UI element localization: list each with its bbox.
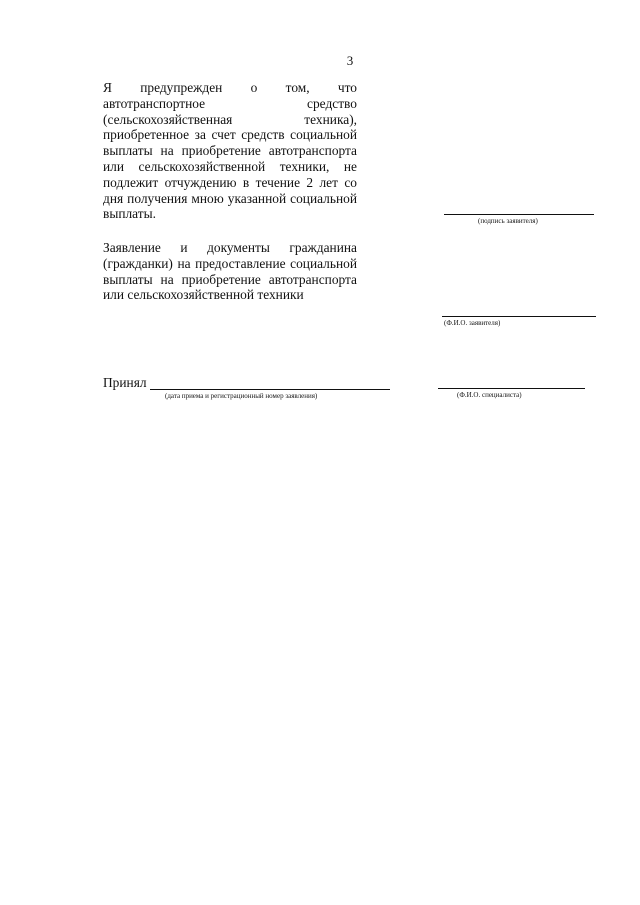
page-number: 3 <box>346 53 354 68</box>
accepted-label: Принял <box>103 375 147 390</box>
specialist-name-line <box>438 388 585 389</box>
statement-paragraph: Заявление и документы гражданина (гражданки) на предоставление социальной выплаты на приобретение автотранспорта или сельскохозяйственной техники <box>103 240 357 303</box>
applicant-signature-caption: (подпись заявителя) <box>478 217 538 225</box>
applicant-name-caption: (Ф.И.О. заявителя) <box>444 319 501 327</box>
applicant-name-line <box>442 316 596 317</box>
specialist-name-caption: (Ф.И.О. специалиста) <box>457 391 522 399</box>
applicant-signature-line <box>444 214 594 215</box>
date-registration-line <box>150 389 390 390</box>
date-registration-caption: (дата приема и регистрационный номер заявления) <box>165 392 318 400</box>
warning-paragraph: Я предупрежден о том, что автотранспортное средство (сельскохозяйственная техника), приобретенное за счет средств социальной выплаты на приобретение автотранспорта или сельскохозяйственной техники, не подлежит отчуждению в течение 2 лет со дня получения мною указанной социальной выплаты. <box>103 80 357 222</box>
